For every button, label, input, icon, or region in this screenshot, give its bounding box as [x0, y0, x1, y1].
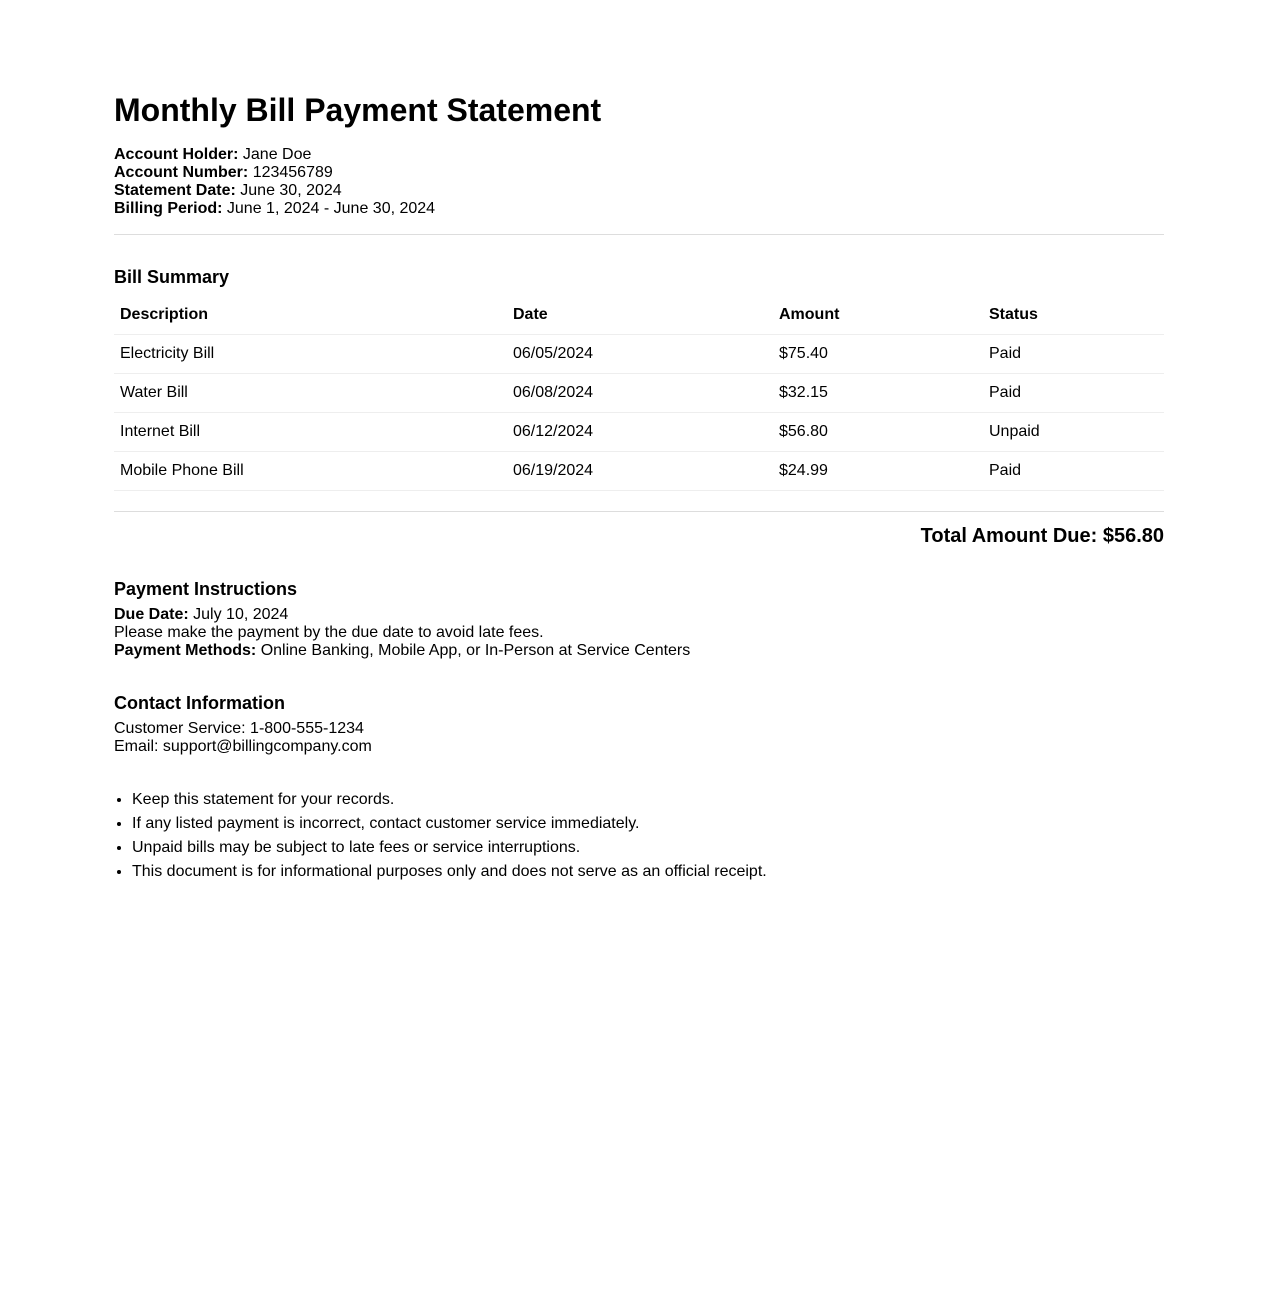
late-fee-note: Please make the payment by the due date to avoid late fees. — [114, 624, 544, 641]
cell-date: 06/19/2024 — [507, 452, 773, 491]
account-holder-label: Account Holder: — [114, 146, 239, 163]
cell-amount: $24.99 — [773, 452, 983, 491]
statement-date-value: June 30, 2024 — [240, 182, 342, 199]
account-number-line — [114, 164, 1164, 182]
contact-information — [114, 720, 1164, 756]
billing-period-line — [114, 200, 1164, 218]
statement-date-label: Statement Date: — [114, 182, 236, 199]
table-row — [114, 374, 1164, 413]
column-header-date: Date — [507, 296, 773, 335]
due-date-value: July 10, 2024 — [193, 606, 289, 623]
table-row — [114, 335, 1164, 374]
bill-summary-table — [114, 296, 1164, 491]
column-header-status: Status — [983, 296, 1164, 335]
statement-date-line — [114, 182, 1164, 200]
contact-information-title: Contact Information — [114, 693, 285, 713]
payment-instructions — [114, 606, 1164, 660]
account-info — [114, 146, 1164, 218]
support-email: Email: support@billingcompany.com — [114, 738, 372, 755]
table-row — [114, 413, 1164, 452]
account-holder-value: Jane Doe — [242, 146, 312, 163]
cell-status: Unpaid — [983, 413, 1164, 452]
list-item: • If any listed payment is incorrect, contact customer service immediately. — [132, 812, 1164, 836]
bill-summary-title: Bill Summary — [114, 267, 230, 287]
cell-date: 06/05/2024 — [507, 335, 773, 374]
header-divider — [114, 234, 1164, 235]
table-row — [114, 452, 1164, 491]
cell-description: Water Bill — [114, 374, 507, 413]
account-holder-line — [114, 146, 1164, 164]
total-amount-due: Total Amount Due: $56.80 — [114, 511, 1164, 548]
list-item: • This document is for informational purposes only and does not serve as an official receipt. — [132, 860, 1164, 884]
account-number-label: Account Number: — [114, 164, 249, 181]
cell-description: Internet Bill — [114, 413, 507, 452]
column-header-description: Description — [114, 296, 507, 335]
payment-methods-label: Payment Methods: — [114, 642, 257, 659]
payment-methods-line — [114, 642, 1164, 660]
cell-description: Mobile Phone Bill — [114, 452, 507, 491]
customer-service-phone: Customer Service: 1-800-555-1234 — [114, 720, 364, 737]
account-number-value: 123456789 — [252, 164, 333, 181]
cell-amount: $56.80 — [773, 413, 983, 452]
column-header-amount: Amount — [773, 296, 983, 335]
cell-status: Paid — [983, 335, 1164, 374]
table-header-row — [114, 296, 1164, 335]
cell-amount: $75.40 — [773, 335, 983, 374]
cell-date: 06/08/2024 — [507, 374, 773, 413]
due-date-line — [114, 606, 1164, 624]
page-title: Monthly Bill Payment Statement — [114, 92, 602, 128]
cell-amount: $32.15 — [773, 374, 983, 413]
list-item: • Unpaid bills may be subject to late fees or service interruptions. — [132, 836, 1164, 860]
billing-period-label: Billing Period: — [114, 200, 223, 217]
list-item: • Keep this statement for your records. — [132, 788, 1164, 812]
payment-methods-value: Online Banking, Mobile App, or In-Person at Service Centers — [260, 642, 691, 659]
billing-period-value: June 1, 2024 - June 30, 2024 — [226, 200, 436, 217]
cell-date: 06/12/2024 — [507, 413, 773, 452]
payment-instructions-title: Payment Instructions — [114, 579, 298, 599]
cell-status: Paid — [983, 452, 1164, 491]
statement-page — [114, 0, 1164, 884]
notes-list — [114, 788, 1164, 884]
cell-status: Paid — [983, 374, 1164, 413]
cell-description: Electricity Bill — [114, 335, 507, 374]
due-date-label: Due Date: — [114, 606, 189, 623]
